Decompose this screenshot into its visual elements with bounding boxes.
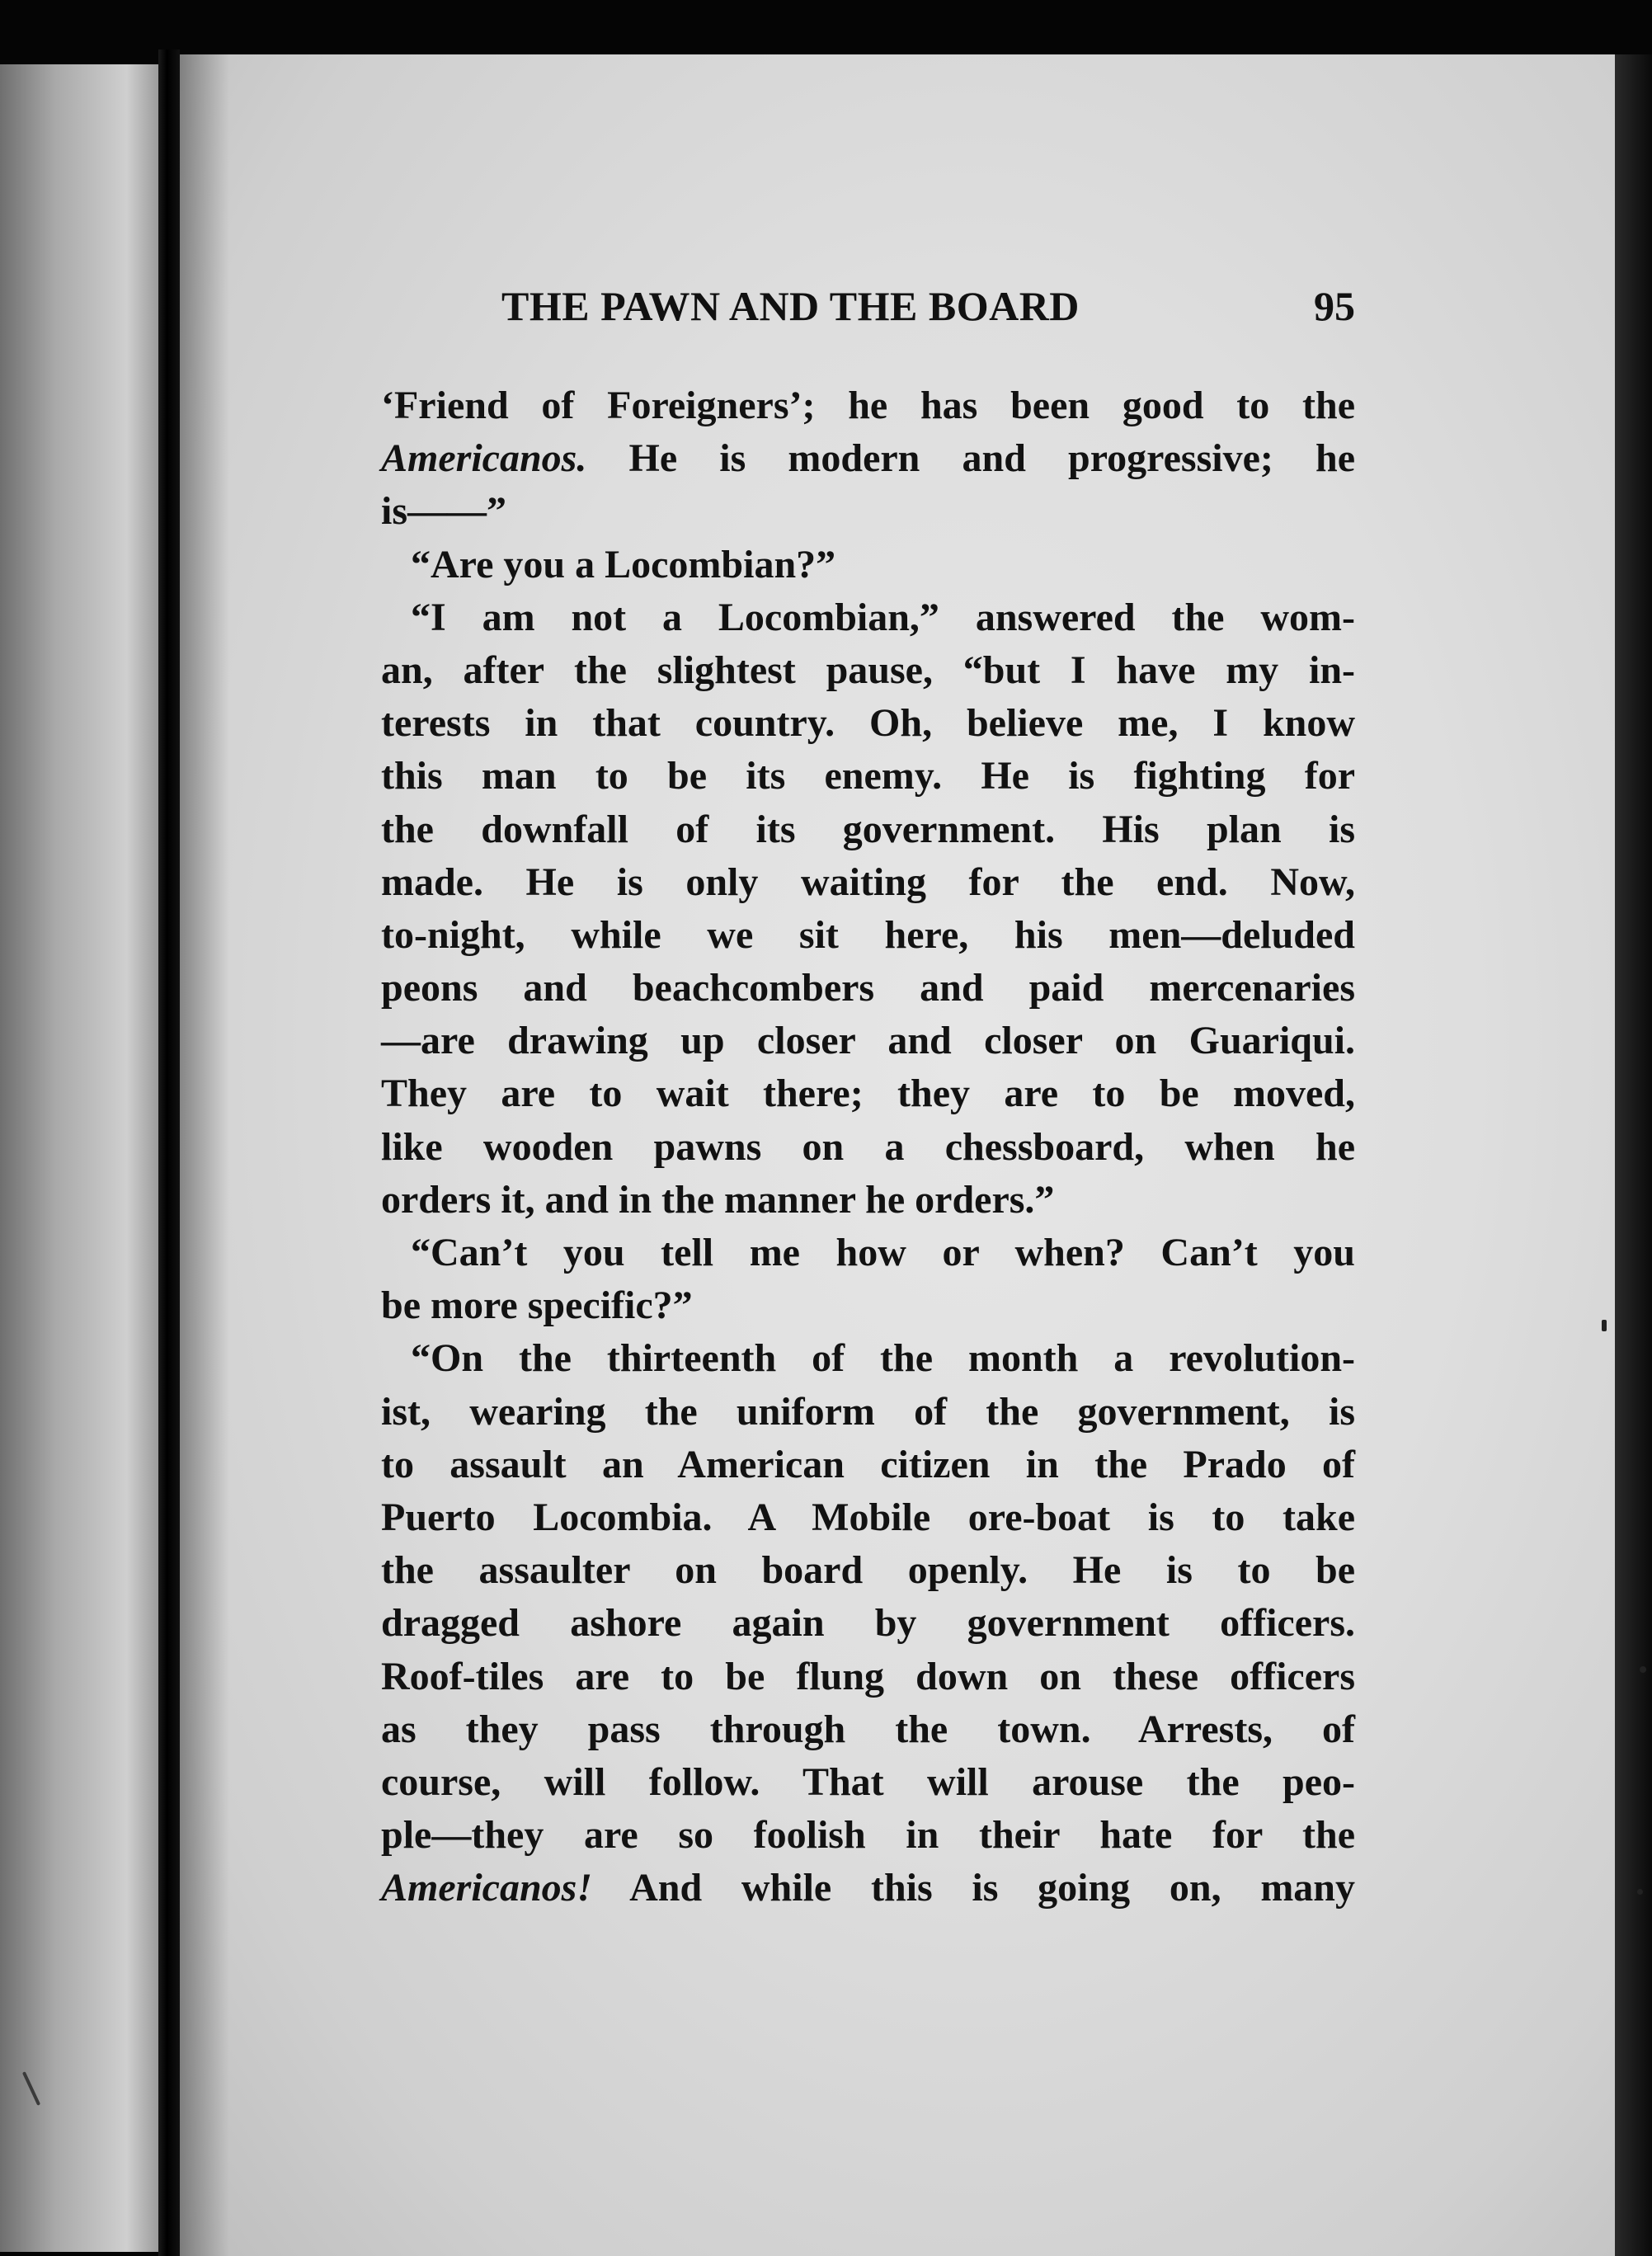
italic-word: Americanos.	[381, 436, 587, 481]
text-line: like wooden pawns on a chessboard, when he	[381, 1124, 1355, 1169]
text-line: “On the thirteenth of the month a revolution-	[411, 1336, 1355, 1381]
text-line: dragged ashore again by government officers.	[381, 1601, 1355, 1646]
text-line: terests in that country. Oh, believe me, I know	[381, 701, 1355, 746]
text-line: “Are you a Locombian?”	[411, 542, 836, 586]
left-page-fragment	[0, 64, 158, 2252]
running-head: THE PAWN AND THE BOARD	[501, 283, 1080, 329]
text-line: as they pass through the town. Arrests, of	[381, 1707, 1355, 1751]
page-number: 95	[1314, 283, 1355, 329]
speck-mark	[1637, 1889, 1643, 1895]
text-line: the downfall of its government. His plan is	[381, 807, 1355, 851]
text-line: ist, wearing the uniform of the government, is	[381, 1389, 1355, 1434]
text-line: course, will follow. That will arouse the peo-	[381, 1759, 1355, 1804]
line-remainder: And while this is going on, many	[592, 1866, 1355, 1910]
speck-mark	[1602, 1320, 1607, 1331]
text-line: this man to be its enemy. He is fighting for	[381, 754, 1355, 798]
text-line: “Can’t you tell me how or when? Can’t you	[411, 1231, 1355, 1274]
text-line: an, after the slightest pause, “but I have my in-	[381, 648, 1355, 692]
book-gutter	[158, 49, 180, 2256]
text-line: the assaulter on board openly. He is to be	[381, 1548, 1355, 1593]
text-line: be more specific?”	[381, 1283, 693, 1328]
body-text	[381, 379, 1355, 1915]
text-line: They are to wait there; they are to be moved,	[381, 1071, 1355, 1116]
text-line: orders it, and in the manner he orders.”	[381, 1177, 1055, 1222]
text-line: to-night, while we sit here, his men—deluded	[381, 912, 1355, 957]
text-line: to assault an American citizen in the Prado of	[381, 1442, 1355, 1486]
text-line: Puerto Locombia. A Mobile ore-boat is to take	[381, 1495, 1355, 1539]
text-line	[381, 1862, 1355, 1915]
page-edge	[1615, 54, 1652, 2256]
text-line: is——”	[381, 489, 507, 534]
line-remainder: He is modern and progressive; he	[586, 436, 1355, 481]
speck-mark	[1640, 1666, 1646, 1673]
text-line: ‘Friend of Foreigners’; he has been good to the	[381, 384, 1355, 427]
text-line: —are drawing up closer and closer on Guariqui.	[381, 1019, 1355, 1063]
text-line: Roof-tiles are to be flung down on these officers	[381, 1654, 1355, 1698]
text-line: peons and beachcombers and paid mercenaries	[381, 966, 1355, 1010]
text-line: ple—they are so foolish in their hate for the	[381, 1813, 1355, 1858]
page-header	[501, 282, 1355, 348]
text-line	[381, 432, 1355, 485]
text-line: made. He is only waiting for the end. Now,	[381, 860, 1355, 904]
text-line: “I am not a Locombian,” answered the wom-	[411, 595, 1355, 639]
italic-word: Americanos!	[381, 1866, 593, 1910]
page-shadow	[180, 54, 229, 2256]
